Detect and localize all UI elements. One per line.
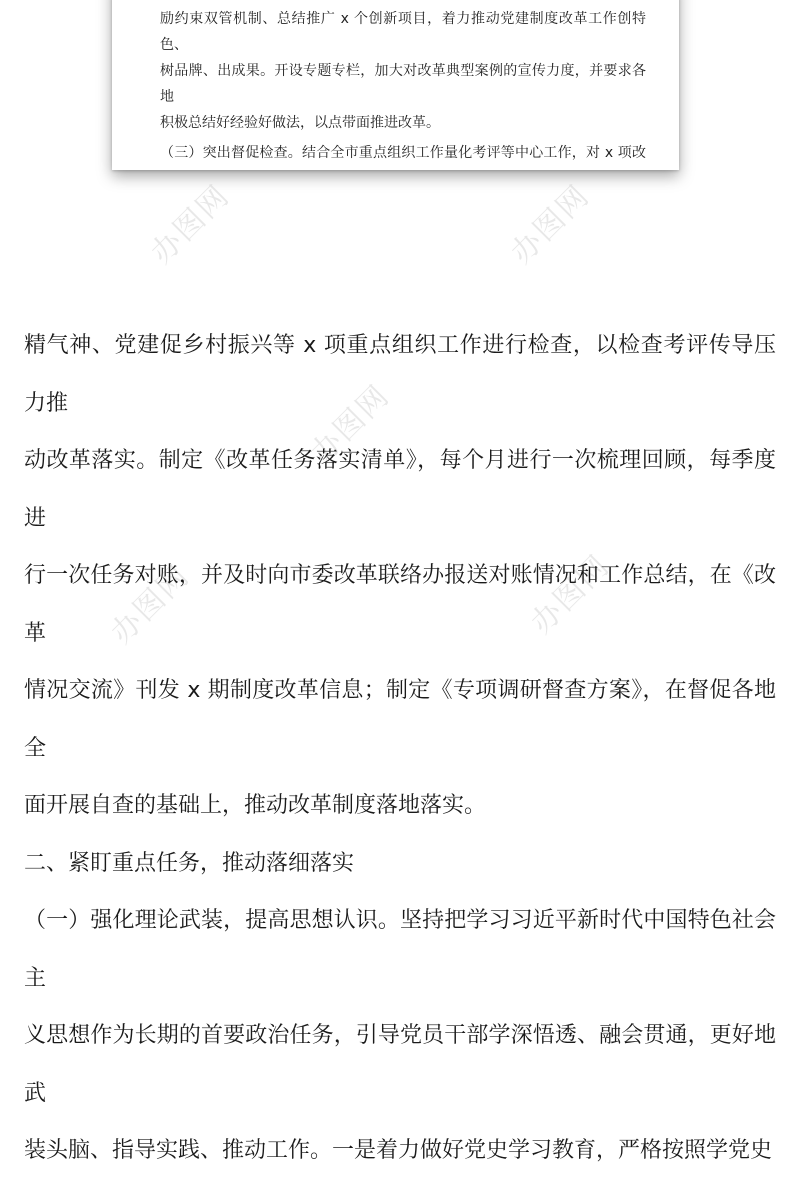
body-line: 装头脑、指导实践、推动工作。一是着力做好党史学习教育，严格按照学党史: [24, 1138, 773, 1163]
watermark: 办图网: [504, 178, 597, 271]
document-body: [24, 317, 776, 1180]
body-line: 情况交流》刊发 x 期制度改革信息；制定《专项调研督查方案》，在督促各地全: [24, 678, 776, 761]
body-line: 义思想作为长期的首要政治任务，引导党员干部学深悟透、融会贯通，更好地武: [24, 1023, 776, 1106]
preview-line: 励约束双管机制、总结推广 x 个创新项目，着力推动党建制度改革工作创特色、: [160, 11, 646, 53]
preview-line: 树品牌、出成果。开设专题专栏，加大对改革典型案例的宣传力度，并要求各地: [160, 63, 646, 105]
preview-card-text: [160, 6, 646, 170]
body-line: 面开展自查的基础上，推动改革制度落地落实。: [24, 793, 487, 818]
watermark: 办图网: [304, 378, 397, 471]
preview-line: （三）突出督促检查。结合全市重点组织工作量化考评等中心工作，对 x 项改: [160, 145, 646, 161]
body-line: 精气神、党建促乡村振兴等 x 项重点组织工作进行检查，以检查考评传导压力推: [24, 333, 776, 416]
watermark: 办图网: [524, 548, 617, 641]
body-line: 行一次任务对账，并及时向市委改革联络办报送对账情况和工作总结，在《改革: [24, 563, 776, 646]
section-heading: 二、紧盯重点任务，推动落细落实: [24, 850, 355, 876]
watermark: 办图网: [144, 178, 237, 271]
document-preview-card: [112, 0, 679, 170]
watermark: 办图网: [104, 558, 197, 651]
body-line: （一）强化理论武装，提高思想认识。坚持把学习习近平新时代中国特色社会主: [24, 908, 776, 991]
preview-line: 积极总结好经验好做法，以点带面推进改革。: [160, 115, 440, 131]
body-line: 动改革落实。制定《改革任务落实清单》，每个月进行一次梳理回顾，每季度进: [24, 448, 776, 531]
